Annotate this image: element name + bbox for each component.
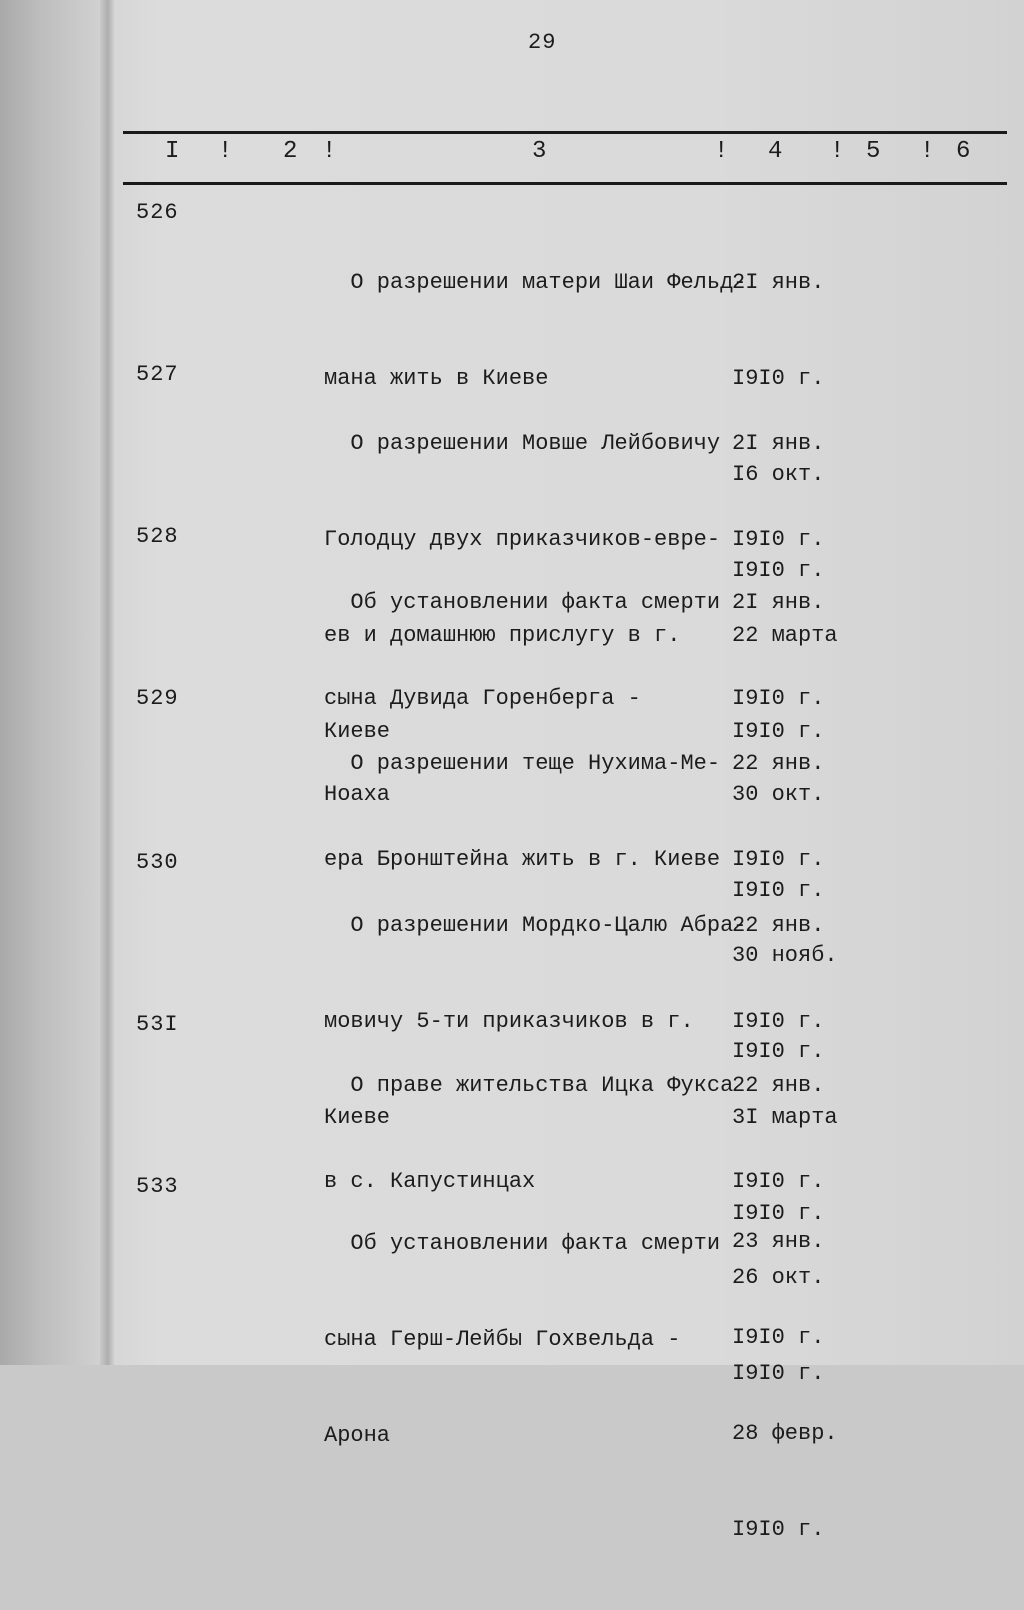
date-line: 22 янв. [732,751,825,776]
description-line: ев и домашнюю прислугу в г. [324,623,681,648]
entry-number: 533 [136,1174,179,1199]
date-line: 22 марта [732,623,838,648]
date-line: 30 нояб. [732,943,838,968]
header-separator-2: ! [322,138,337,165]
description-line: Арона [324,1423,391,1448]
header-separator-1: ! [218,138,233,165]
date-line: 2I янв. [732,270,825,295]
table-header-bottom-rule [123,182,1007,185]
description-line: в с. Капустинцах [324,1169,536,1194]
description-line: Ноаха [324,782,391,807]
date-line: I9I0 г. [732,878,825,903]
date-line: 26 окт. [732,1265,825,1290]
entry-number: 530 [136,850,179,875]
entry-number: 527 [136,362,179,387]
description-line: О разрешении Мовше Лейбовичу [324,431,721,456]
page-number: 29 [528,30,557,55]
entry-number: 528 [136,524,179,549]
description-line: Об установлении факта смерти [324,590,721,615]
date-line: 28 февр. [732,1421,838,1446]
entry-number: 53I [136,1012,179,1037]
date-line: I9I0 г. [732,1169,825,1194]
header-col-1: I [165,138,180,165]
description-line: Об установлении факта смерти [324,1231,721,1256]
header-separator-5: ! [920,138,935,165]
description-line: Киеве [324,1105,391,1130]
date-line: I9I0 г. [732,1039,825,1064]
page-binding-shadow [100,0,116,1365]
header-col-5: 5 [866,138,881,165]
date-line: 30 окт. [732,782,825,807]
description-line: О праве жительства Ицка Фукса [324,1073,734,1098]
entry-dates [732,1162,838,1610]
date-line: 2I янв. [732,590,825,615]
date-line: I6 окт. [732,462,825,487]
date-line: 22 янв. [732,1073,825,1098]
header-col-4: 4 [768,138,783,165]
entry-description [324,1164,720,1516]
description-line: О разрешении теще Нухима-Ме- [324,751,721,776]
date-line: I9I0 г. [732,558,825,583]
date-line: 2I янв. [732,431,825,456]
description-line: О разрешении Мордко-Цалю Абра- [324,913,747,938]
description-line: мана жить в Киеве [324,366,549,391]
header-col-2: 2 [283,138,298,165]
description-line: Голодцу двух приказчиков-евре- [324,527,721,552]
date-line: 23 янв. [732,1229,825,1254]
header-col-6: 6 [956,138,971,165]
header-separator-4: ! [830,138,845,165]
date-line: 22 янв. [732,913,825,938]
date-line: I9I0 г. [732,366,825,391]
description-line: сына Дувида Горенберга - [324,686,641,711]
date-line: I9I0 г. [732,527,825,552]
entry-number: 526 [136,200,179,225]
date-line: I9I0 г. [732,847,825,872]
date-line: I9I0 г. [732,719,825,744]
date-line: I9I0 г. [732,1201,825,1226]
date-line: I9I0 г. [732,1009,825,1034]
entry-number: 529 [136,686,179,711]
description-line: сына Герш-Лейбы Гохвельда - [324,1327,681,1352]
date-line: 3I марта [732,1105,838,1130]
date-line: I9I0 г. [732,1325,825,1350]
date-line: I9I0 г. [732,1517,825,1542]
date-line: I9I0 г. [732,686,825,711]
header-col-3: 3 [532,138,547,165]
header-separator-3: ! [714,138,729,165]
description-line: ера Бронштейна жить в г. Киеве [324,847,721,872]
description-line: Киеве [324,719,391,744]
description-line: мовичу 5-ти приказчиков в г. [324,1009,694,1034]
table-header-top-rule [123,131,1007,134]
description-line: О разрешении матери Шаи Фельд- [324,270,747,295]
date-line: I9I0 г. [732,1361,825,1386]
